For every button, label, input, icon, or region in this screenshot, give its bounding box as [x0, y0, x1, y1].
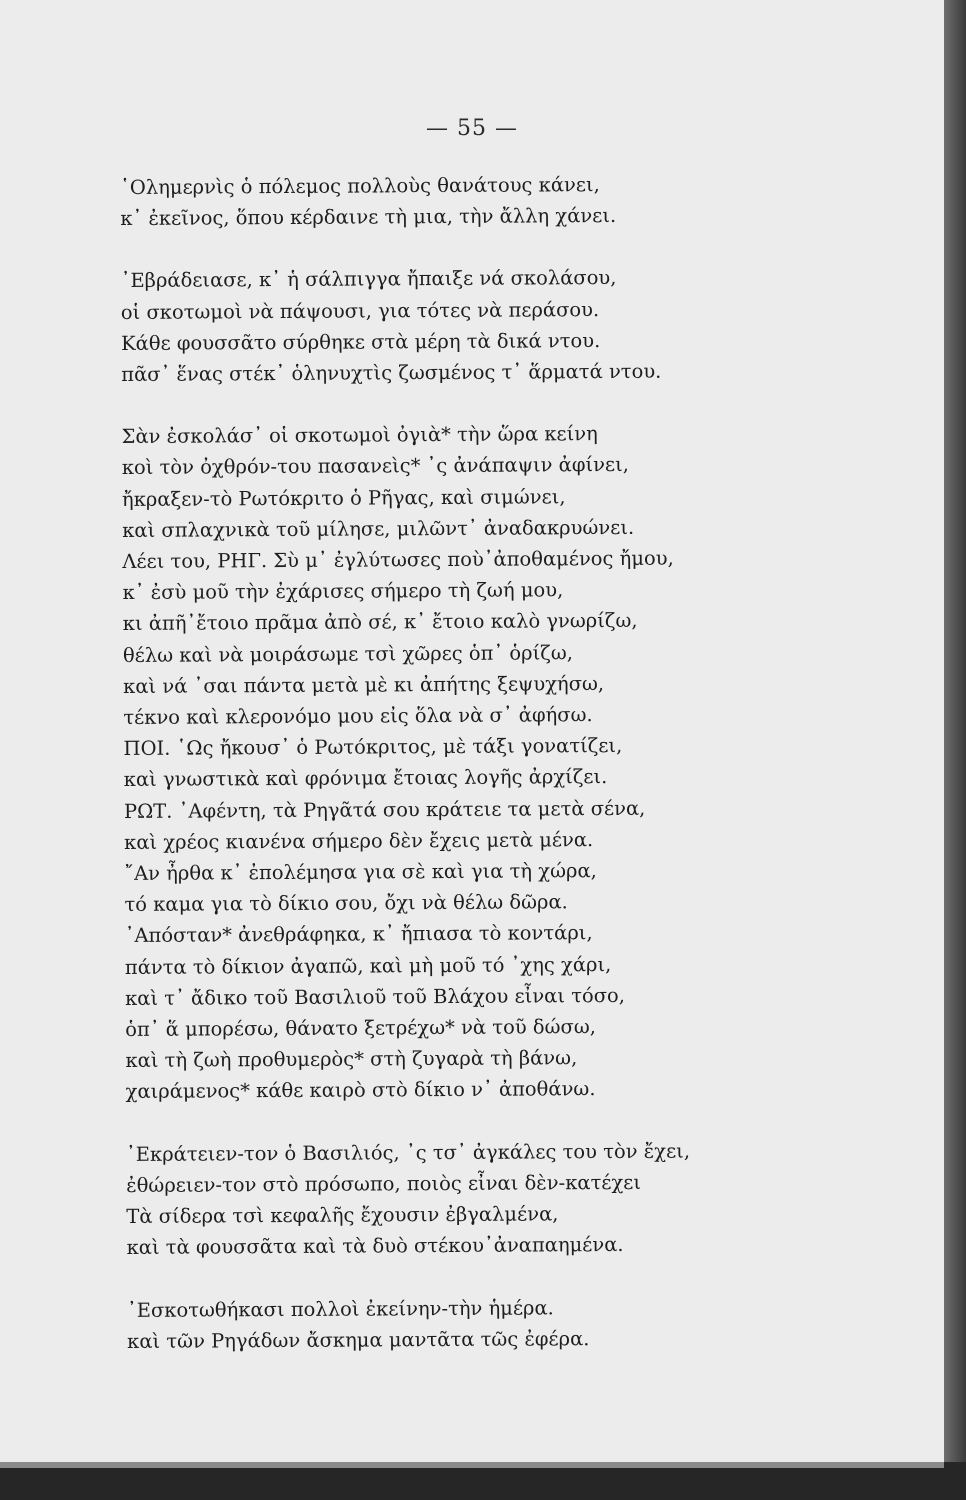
- verse-line: καὶ τὴ ζωὴ προθυμερὸς* στὴ ζυγαρὰ τὴ βάνω,: [125, 1046, 578, 1073]
- verse-line: ἤκραξεν-τὸ Ρωτόκριτο ὁ Ρῆγας, καὶ σιμώνει,: [121, 484, 566, 511]
- verse-line: ἐθώρειεν-τον στὸ πρόσωπο, ποιὸς εἶναι δὲν-κατέχει: [126, 1170, 642, 1197]
- verse-line: κοὶ τὸν ὀχθρόν-του πασανεὶς* ᾽ς ἀνάπαψιν ἀφίνει,: [121, 453, 629, 480]
- verse-line: ΡΩΤ. ᾽Αφέντη, τὰ Ρηγᾶτά σου κράτειε τα μετὰ σένα,: [123, 796, 646, 823]
- stanza: [127, 1291, 737, 1357]
- scan-border-strip: [0, 1462, 944, 1468]
- verse-line: Σὰν ἐσκολάσ᾽ οἱ σκοτωμοὶ ὀγιὰ* τὴν ὥρα κείνη: [121, 422, 598, 449]
- verse-line: κι ἀπῆ᾽ἔτοιο πρᾶμα ἀπὸ σέ, κ᾽ ἔτοιο καλὸ γνωρίζω,: [122, 609, 638, 636]
- verse-line: οἱ σκοτωμοὶ νὰ πάψουσι, για τότες νὰ περάσου.: [120, 297, 600, 324]
- stanza: [120, 168, 730, 234]
- verse-line: καὶ σπλαχνικὰ τοῦ μίλησε, μιλῶντ᾽ ἀναδακρυώνει.: [122, 515, 635, 542]
- verse-line: ῎Αν ἦρθα κ᾽ ἐπολέμησα για σὲ καὶ για τὴ χώρα,: [124, 859, 597, 886]
- verse-line: καὶ τ᾽ ἄδικο τοῦ Βασιλιοῦ τοῦ Βλάχου εἶναι τόσο,: [124, 983, 625, 1010]
- verse-line: κ᾽ ἐκεῖνος, ὅπου κέρδαινε τὴ μια, τὴν ἄλλη χάνει.: [120, 204, 617, 231]
- verse-line: τέκνο καὶ κλερονόμο μου εἰς ὅλα νὰ σ᾽ ἀφήσω.: [123, 703, 593, 730]
- verse-line: τό καμα για τὸ δίκιο σου, ὄχι νὰ θέλω δῶρα.: [124, 890, 568, 917]
- verse-line: καὶ τῶν Ρηγάδων ἄσκημα μαντᾶτα τῶς ἐφέρα.: [127, 1326, 590, 1353]
- verse-line: καὶ γνωστικὰ καὶ φρόνιμα ἔτοιας λογῆς ἀρχίζει.: [123, 765, 608, 792]
- verse-line: ὁπ᾽ ἅ μπορέσω, θάνατο ξετρέχω* νὰ τοῦ δώσω,: [125, 1015, 596, 1042]
- verse-line: Λέει του, ΡΗΓ. Σὺ μ᾽ ἐγλύτωσες ποὺ᾽ἀποθαμένος ἤμου,: [122, 546, 674, 574]
- verse-line: θέλω καὶ νὰ μοιράσωμε τσὶ χῶρες ὁπ᾽ ὁρίζω,: [122, 640, 573, 667]
- verse-line: ᾽Εσκοτωθήκασι πολλοὶ ἐκείνην-τὴν ἡμέρα.: [126, 1295, 554, 1322]
- verse-line: ᾽Απόσταν* ἀνεθράφηκα, κ᾽ ἤπιασα τὸ κοντάρι,: [124, 921, 593, 948]
- bleed-through-text: [755, 160, 944, 1260]
- page-number: — 55 —: [426, 116, 518, 141]
- verse-line: Κάθε φουσσᾶτο σύρθηκε στὰ μέρη τὰ δικά ντου.: [120, 328, 601, 355]
- verse-line: ῾Ολημερνὶς ὁ πόλεμος πολλοὺς θανάτους κάνει,: [120, 173, 600, 199]
- verse-line: πάντα τὸ δίκιον ἀγαπῶ, καὶ μὴ μοῦ τό ᾽χης χάρι,: [124, 952, 612, 979]
- verse-line: ᾽Εβράδειασε, κ᾽ ἡ σάλπιγγα ἤπαιξε νά σκολάσου,: [120, 266, 617, 293]
- verse-line: καὶ νά ᾽σαι πάντα μετὰ μὲ κι ἀπήτης ξεψυχήσω,: [123, 671, 605, 698]
- stanza: [126, 1135, 737, 1264]
- verse-line: Τὰ σίδερα τσὶ κεφαλῆς ἔχουσιν ἐβγαλμένα,: [126, 1202, 559, 1229]
- verse-line: κ᾽ ἐσὺ μοῦ τὴν ἐχάρισες σήμερο τὴ ζωή μου,: [122, 578, 564, 605]
- page-edge-shadow: [944, 0, 966, 1500]
- verse-line: καὶ χρέος κιανένα σήμερο δὲν ἔχεις μετὰ μένα.: [124, 827, 594, 854]
- verse-line: καὶ τὰ φουσσᾶτα καὶ τὰ δυὸ στέκου᾽ἀναπαημένα.: [126, 1233, 624, 1260]
- verse-line: πᾶσ᾽ ἕνας στέκ᾽ ὁληνυχτὶς ζωσμένος τ᾽ ἅρματά ντου.: [121, 359, 662, 387]
- poem-text: [120, 168, 737, 1357]
- stanza: [122, 417, 736, 1107]
- stanza: [121, 262, 732, 391]
- verse-line: ΠΟΙ. ῾Ως ἤκουσ᾽ ὁ Ρωτόκριτος, μὲ τάξι γονατίζει,: [123, 734, 623, 761]
- verse-line: χαιράμενος* κάθε καιρὸ στὸ δίκιο ν᾽ ἀποθάνω.: [125, 1077, 596, 1104]
- verse-line: ᾽Εκράτειεν-τον ὁ Βασιλιός, ᾽ς τσ᾽ ἀγκάλες του τὸν ἔχει,: [125, 1139, 691, 1166]
- scan-border: [0, 1462, 966, 1500]
